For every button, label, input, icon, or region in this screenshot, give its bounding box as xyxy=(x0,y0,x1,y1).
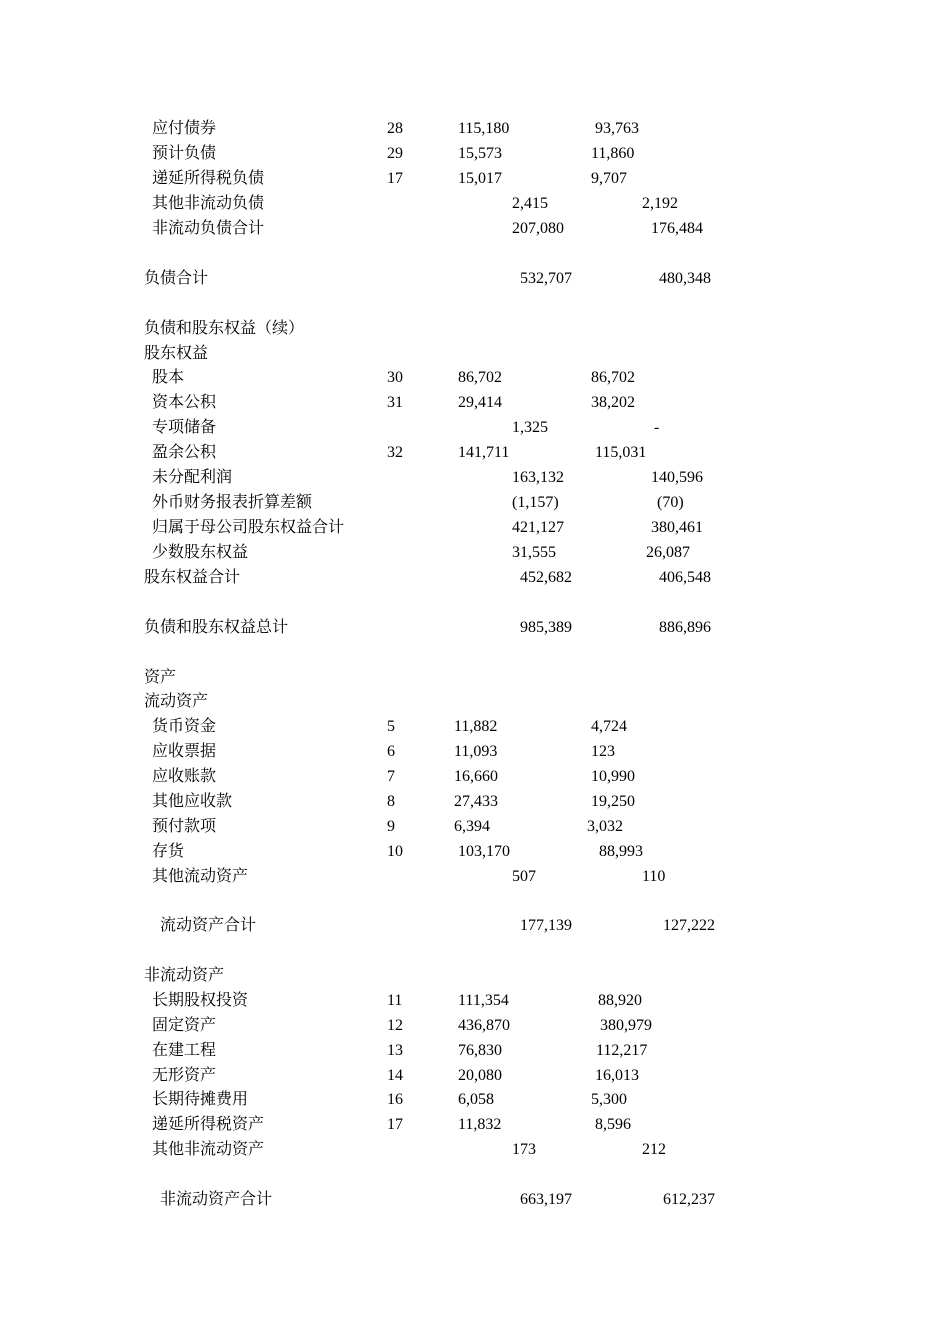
prior-period-value: 886,896 xyxy=(659,619,711,636)
row-label: 股本 xyxy=(152,369,185,386)
row-label: 应收账款 xyxy=(152,768,217,785)
prior-period-value: 480,348 xyxy=(659,270,711,287)
current-period-value: 507 xyxy=(512,868,536,885)
current-period-value: 27,433 xyxy=(454,793,498,810)
current-period-value: 141,711 xyxy=(458,444,510,461)
current-period-value: 20,080 xyxy=(458,1067,502,1084)
current-period-value: 11,882 xyxy=(454,718,498,735)
row-label: 递延所得税资产 xyxy=(152,1116,265,1133)
row-label: 资本公积 xyxy=(152,394,217,411)
row-label: 非流动负债合计 xyxy=(152,220,265,237)
current-period-value: 532,707 xyxy=(520,270,572,287)
prior-period-value: 380,979 xyxy=(600,1017,652,1034)
prior-period-value: 8,596 xyxy=(595,1116,631,1133)
current-period-value: 452,682 xyxy=(520,569,572,586)
current-period-value: 103,170 xyxy=(458,843,510,860)
note-number: 30 xyxy=(387,369,403,386)
row-label: 未分配利润 xyxy=(152,469,233,486)
note-number: 6 xyxy=(387,743,395,760)
prior-period-value: 88,920 xyxy=(598,992,642,1009)
note-number: 8 xyxy=(387,793,395,810)
prior-period-value: 380,461 xyxy=(651,519,703,536)
note-number: 29 xyxy=(387,145,403,162)
note-number: 17 xyxy=(387,1116,403,1133)
current-period-value: 985,389 xyxy=(520,619,572,636)
row-label: 存货 xyxy=(152,843,185,860)
prior-period-value: 4,724 xyxy=(591,718,627,735)
current-period-value: 11,093 xyxy=(454,743,498,760)
current-period-value: 436,870 xyxy=(458,1017,510,1034)
current-period-value: 86,702 xyxy=(458,369,502,386)
row-label: 货币资金 xyxy=(152,718,217,735)
note-number: 5 xyxy=(387,718,395,735)
prior-period-value: 140,596 xyxy=(651,469,703,486)
row-label: 盈余公积 xyxy=(152,444,217,461)
current-period-value: 173 xyxy=(512,1141,536,1158)
prior-period-value: (70) xyxy=(657,494,684,511)
prior-period-value: 5,300 xyxy=(591,1091,627,1108)
prior-period-value: 16,013 xyxy=(595,1067,639,1084)
note-number: 17 xyxy=(387,170,403,187)
note-number: 31 xyxy=(387,394,403,411)
current-period-value: 111,354 xyxy=(458,992,509,1009)
current-period-value: 177,139 xyxy=(520,917,572,934)
row-label: 固定资产 xyxy=(152,1017,217,1034)
current-period-value: 6,058 xyxy=(458,1091,494,1108)
row-label: 非流动资产合计 xyxy=(160,1191,273,1208)
row-label: 负债合计 xyxy=(144,270,209,287)
current-period-value: 115,180 xyxy=(458,120,510,137)
prior-period-value: 93,763 xyxy=(595,120,639,137)
prior-period-value: 9,707 xyxy=(591,170,627,187)
row-label: 预计负债 xyxy=(152,145,217,162)
current-period-value: 6,394 xyxy=(454,818,490,835)
row-label: 预付款项 xyxy=(152,818,217,835)
current-period-value: 1,325 xyxy=(512,419,548,436)
row-label: 股东权益 xyxy=(144,345,209,362)
prior-period-value: 212 xyxy=(642,1141,666,1158)
row-label: 流动资产合计 xyxy=(160,917,257,934)
current-period-value: 421,127 xyxy=(512,519,564,536)
row-label: 应付债券 xyxy=(152,120,217,137)
current-period-value: (1,157) xyxy=(512,494,559,511)
current-period-value: 29,414 xyxy=(458,394,502,411)
note-number: 28 xyxy=(387,120,403,137)
row-label: 其他应收款 xyxy=(152,793,233,810)
row-label: 流动资产 xyxy=(144,693,209,710)
row-label: 无形资产 xyxy=(152,1067,217,1084)
row-label: 其他非流动资产 xyxy=(152,1141,265,1158)
current-period-value: 163,132 xyxy=(512,469,564,486)
prior-period-value: - xyxy=(654,419,660,436)
note-number: 12 xyxy=(387,1017,403,1034)
prior-period-value: 3,032 xyxy=(587,818,623,835)
current-period-value: 2,415 xyxy=(512,195,548,212)
prior-period-value: 115,031 xyxy=(595,444,647,461)
current-period-value: 31,555 xyxy=(512,544,556,561)
current-period-value: 663,197 xyxy=(520,1191,572,1208)
row-label: 负债和股东权益（续） xyxy=(144,320,305,337)
note-number: 14 xyxy=(387,1067,403,1084)
row-label: 外币财务报表折算差额 xyxy=(152,494,313,511)
prior-period-value: 38,202 xyxy=(591,394,635,411)
current-period-value: 207,080 xyxy=(512,220,564,237)
prior-period-value: 612,237 xyxy=(663,1191,715,1208)
prior-period-value: 88,993 xyxy=(599,843,643,860)
note-number: 9 xyxy=(387,818,395,835)
prior-period-value: 2,192 xyxy=(642,195,678,212)
row-label: 在建工程 xyxy=(152,1042,217,1059)
note-number: 13 xyxy=(387,1042,403,1059)
row-label: 应收票据 xyxy=(152,743,217,760)
prior-period-value: 176,484 xyxy=(651,220,703,237)
prior-period-value: 123 xyxy=(591,743,615,760)
prior-period-value: 19,250 xyxy=(591,793,635,810)
row-label: 长期待摊费用 xyxy=(152,1091,249,1108)
row-label: 负债和股东权益总计 xyxy=(144,619,289,636)
prior-period-value: 26,087 xyxy=(646,544,690,561)
current-period-value: 15,017 xyxy=(458,170,502,187)
note-number: 7 xyxy=(387,768,395,785)
row-label: 其他流动资产 xyxy=(152,868,249,885)
row-label: 其他非流动负债 xyxy=(152,195,265,212)
row-label: 资产 xyxy=(144,669,177,686)
note-number: 10 xyxy=(387,843,403,860)
prior-period-value: 10,990 xyxy=(591,768,635,785)
prior-period-value: 112,217 xyxy=(596,1042,648,1059)
prior-period-value: 110 xyxy=(642,868,666,885)
prior-period-value: 11,860 xyxy=(591,145,635,162)
row-label: 非流动资产 xyxy=(144,967,225,984)
current-period-value: 16,660 xyxy=(454,768,498,785)
note-number: 11 xyxy=(387,992,403,1009)
row-label: 归属于母公司股东权益合计 xyxy=(152,519,345,536)
row-label: 专项储备 xyxy=(152,419,217,436)
note-number: 32 xyxy=(387,444,403,461)
prior-period-value: 127,222 xyxy=(663,917,715,934)
row-label: 递延所得税负债 xyxy=(152,170,265,187)
prior-period-value: 406,548 xyxy=(659,569,711,586)
row-label: 股东权益合计 xyxy=(144,569,241,586)
note-number: 16 xyxy=(387,1091,403,1108)
row-label: 少数股东权益 xyxy=(152,544,249,561)
row-label: 长期股权投资 xyxy=(152,992,249,1009)
prior-period-value: 86,702 xyxy=(591,369,635,386)
current-period-value: 76,830 xyxy=(458,1042,502,1059)
current-period-value: 11,832 xyxy=(458,1116,502,1133)
current-period-value: 15,573 xyxy=(458,145,502,162)
